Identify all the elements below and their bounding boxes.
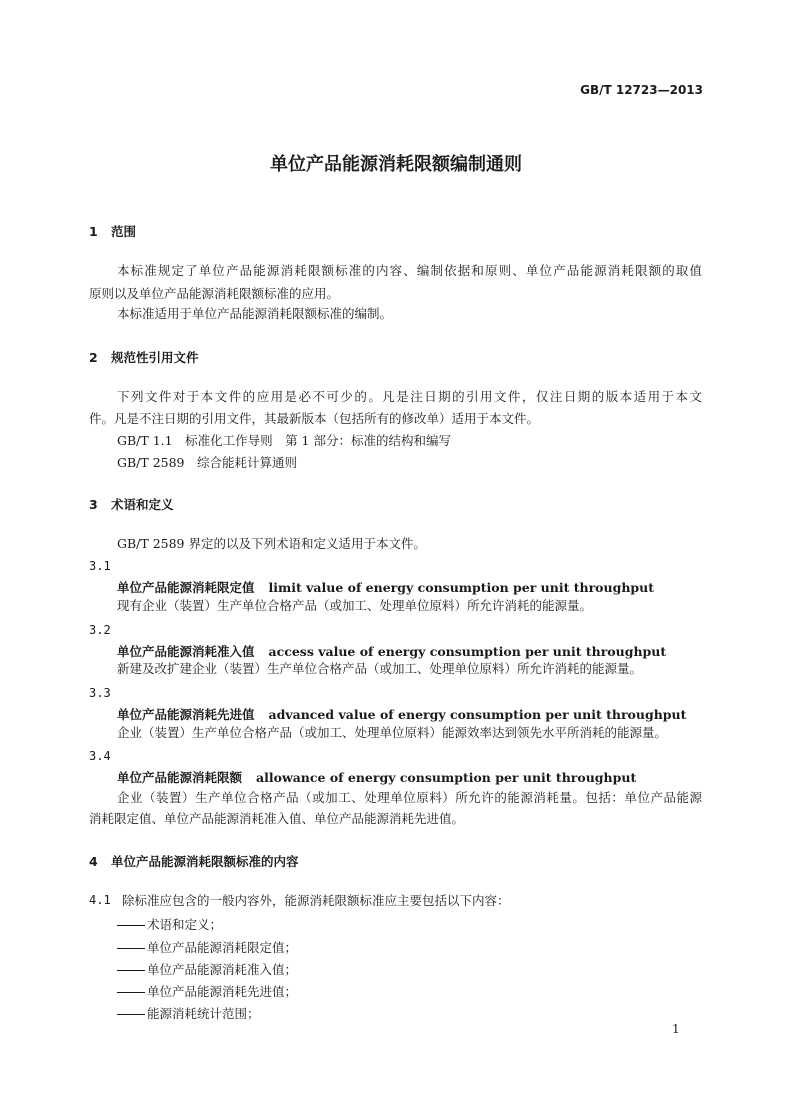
section-4-heading (89, 852, 299, 870)
paragraph: 本标准适用于单位产品能源消耗限额标准的编制。 (117, 306, 393, 321)
dash-marker (117, 1014, 145, 1015)
document-title: 单位产品能源消耗限额编制通则 (270, 154, 522, 175)
list-item (117, 960, 297, 978)
section-number: 4 (89, 854, 98, 869)
standard-code: GB/T 12723—2013 (580, 83, 703, 97)
section-title: 规范性引用文件 (111, 350, 199, 365)
paragraph-line: 件。凡是不注日期的引用文件，其最新版本（包括所有的修改单）适用于本文件。 (89, 411, 540, 426)
section-title: 范围 (111, 224, 137, 239)
list-item-text: 单位产品能源消耗准入值； (147, 962, 298, 977)
page-number: 1 (672, 1022, 680, 1036)
term-number: 3.1 (89, 559, 111, 573)
term-zh: 单位产品能源消耗准入值 (117, 644, 255, 659)
term-number: 3.4 (89, 749, 111, 763)
term-number: 3.2 (89, 623, 111, 637)
dash-marker (117, 992, 145, 993)
list-item (117, 938, 297, 956)
section-1-heading (89, 222, 136, 240)
reference-item: GB/T 2589 综合能耗计算通则 (117, 455, 298, 470)
paragraph-line: 下列文件对于本文件的应用是必不可少的。凡是注日期的引用文件，仅注日期的版本适用于本文 (117, 389, 702, 404)
section-title: 术语和定义 (111, 497, 174, 512)
term-en: access value of energy consumption per unit throughput (268, 644, 667, 659)
term-definition: 现有企业（装置）生产单位合格产品（或加工、处理单位原料）所允许消耗的能源量。 (117, 598, 593, 613)
dash-marker (117, 925, 145, 926)
clause-text: 除标准应包含的一般内容外，能源消耗限额标准应主要包括以下内容： (122, 893, 510, 908)
term-en: limit value of energy consumption per unit throughput (268, 580, 655, 595)
term-en: allowance of energy consumption per unit throughput (256, 770, 637, 785)
clause-number: 4.1 (89, 893, 111, 907)
list-item-text: 单位产品能源消耗先进值； (147, 984, 298, 999)
term-definition-line: 企业（装置）生产单位合格产品（或加工、处理单位原料）所允许的能源消耗量。包括：单位产品能源 (117, 790, 702, 805)
term-definition: 企业（装置）生产单位合格产品（或加工、处理单位原料）能源效率达到领先水平所消耗的能源量。 (117, 725, 668, 740)
section-number: 2 (89, 350, 98, 365)
section-number: 1 (89, 224, 98, 239)
list-item-text: 能源消耗统计范围； (147, 1006, 260, 1021)
term-en: advanced value of energy consumption per unit throughput (268, 707, 687, 722)
list-item-text: 单位产品能源消耗限定值； (147, 940, 298, 955)
paragraph-line: 原则以及单位产品能源消耗限额标准的应用。 (89, 286, 340, 301)
section-2-heading (89, 348, 199, 366)
list-item (117, 982, 297, 1000)
dash-marker (117, 948, 145, 949)
term-definition: 新建及改扩建企业（装置）生产单位合格产品（或加工、处理单位原料）所允许消耗的能源量。 (117, 661, 643, 676)
paragraph: GB/T 2589 界定的以及下列术语和定义适用于本文件。 (117, 536, 426, 551)
dash-marker (117, 970, 145, 971)
term-definition-line: 消耗限定值、单位产品能源消耗准入值、单位产品能源消耗先进值。 (89, 811, 465, 826)
term-number: 3.3 (89, 686, 111, 700)
term-heading (117, 768, 636, 786)
section-3-heading (89, 495, 174, 513)
section-number: 3 (89, 497, 98, 512)
list-item (117, 915, 222, 933)
paragraph-line: 本标准规定了单位产品能源消耗限额标准的内容、编制依据和原则、单位产品能源消耗限额的取值 (117, 263, 702, 278)
section-title: 单位产品能源消耗限额标准的内容 (111, 854, 299, 869)
list-item (117, 1004, 260, 1022)
reference-item: GB/T 1.1 标准化工作导则 第 1 部分：标准的结构和编写 (117, 433, 451, 448)
list-item-text: 术语和定义； (147, 917, 223, 932)
term-zh: 单位产品能源消耗限额 (117, 770, 243, 785)
term-zh: 单位产品能源消耗限定值 (117, 580, 255, 595)
term-zh: 单位产品能源消耗先进值 (117, 707, 255, 722)
